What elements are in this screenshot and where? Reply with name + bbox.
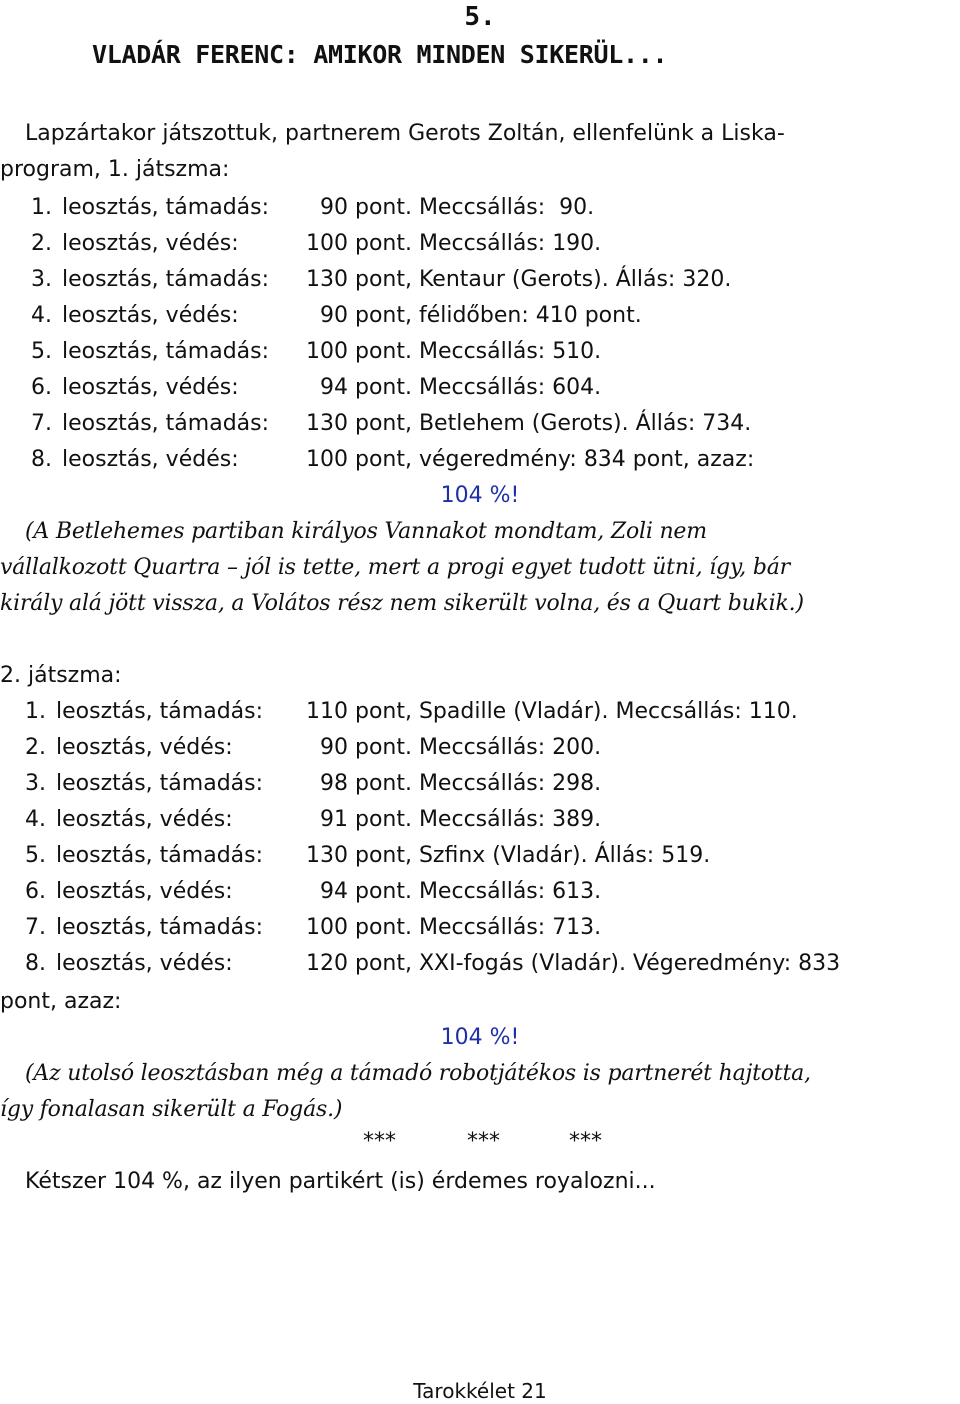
game2-note-line-2: így fonalasan sikerült a Fogás.) [0, 1097, 343, 1122]
deal-number: 1. [25, 699, 46, 724]
deal-number: 5. [25, 843, 46, 868]
deal-value: 94 pont. Meccsállás: 613. [306, 879, 602, 904]
deal-value: 100 pont. Meccsállás: 190. [306, 231, 602, 256]
deal-value: 98 pont. Meccsállás: 298. [306, 771, 602, 796]
deal-number: 6. [31, 375, 52, 400]
deal-label: leosztás, védés: [56, 879, 233, 904]
deal-value: 130 pont, Betlehem (Gerots). Állás: 734. [306, 411, 752, 436]
deal-number: 4. [31, 303, 52, 328]
deal-number: 7. [31, 411, 52, 436]
game1-result: 104 %! [440, 483, 520, 508]
deal-number: 8. [31, 447, 52, 472]
deal-value: 130 pont, Szfinx (Vladár). Állás: 519. [306, 843, 711, 868]
deal-number: 4. [25, 807, 46, 832]
closing-text: Kétszer 104 %, az ilyen partikért (is) érdemes royalozni... [25, 1169, 656, 1194]
game2-result: 104 %! [440, 1025, 520, 1050]
game2-note-line-1: (Az utolsó leosztásban még a támadó robotjátékos is partnerét hajtotta, [25, 1061, 811, 1086]
deal-label: leosztás, védés: [62, 231, 239, 256]
deal-label: leosztás, védés: [56, 735, 233, 760]
deal-number: 3. [25, 771, 46, 796]
deal-number: 5. [31, 339, 52, 364]
deal-value: 94 pont. Meccsállás: 604. [306, 375, 602, 400]
deal-value: 130 pont, Kentaur (Gerots). Állás: 320. [306, 267, 732, 292]
intro-text: Lapzártakor játszottuk, partnerem Gerots Zoltán, ellenfelünk a Liska- [25, 121, 785, 146]
deal-label: leosztás, támadás: [62, 339, 270, 364]
deal-label: leosztás, védés: [62, 303, 239, 328]
deal-number: 8. [25, 951, 46, 976]
game2-tail: pont, azaz: [0, 989, 122, 1014]
deal-value: 120 pont, XXI-fogás (Vladár). Végeredmény: 833 [306, 951, 841, 976]
deal-number: 7. [25, 915, 46, 940]
deal-value: 100 pont. Meccsállás: 713. [306, 915, 602, 940]
deal-number: 1. [31, 195, 52, 220]
deal-label: leosztás, támadás: [62, 411, 270, 436]
section-number: 5. [464, 2, 496, 32]
deal-value: 90 pont. Meccsállás: 200. [306, 735, 602, 760]
deal-label: leosztás, támadás: [62, 267, 270, 292]
separator-star-group: *** [467, 1129, 500, 1154]
deal-label: leosztás, támadás: [56, 915, 264, 940]
page-footer: Tarokkélet 21 [413, 1379, 547, 1403]
deal-label: leosztás, védés: [56, 807, 233, 832]
separator-star-group: *** [363, 1129, 396, 1154]
deal-label: leosztás, támadás: [62, 195, 270, 220]
deal-number: 2. [31, 231, 52, 256]
article-title: VLADÁR FERENC: AMIKOR MINDEN SIKERÜL... [92, 40, 668, 69]
deal-label: leosztás, védés: [62, 447, 239, 472]
intro-text-continued: program, 1. játszma: [0, 157, 230, 182]
deal-label: leosztás, védés: [56, 951, 233, 976]
deal-value: 90 pont, félidőben: 410 pont. [306, 303, 642, 328]
separator-star-group: *** [569, 1129, 602, 1154]
deal-value: 100 pont. Meccsállás: 510. [306, 339, 602, 364]
deal-number: 3. [31, 267, 52, 292]
deal-label: leosztás, támadás: [56, 771, 264, 796]
deal-label: leosztás, támadás: [56, 699, 264, 724]
deal-number: 2. [25, 735, 46, 760]
deal-value: 100 pont, végeredmény: 834 pont, azaz: [306, 447, 755, 472]
deal-value: 90 pont. Meccsállás: 90. [306, 195, 595, 220]
deal-value: 110 pont, Spadille (Vladár). Meccsállás: 110. [306, 699, 798, 724]
game1-note-line-1: (A Betlehemes partiban királyos Vannakot mondtam, Zoli nem [25, 519, 707, 544]
deal-label: leosztás, támadás: [56, 843, 264, 868]
game1-note-line-2: vállalkozott Quartra – jól is tette, mert a progi egyet tudott ütni, így, bár [0, 555, 790, 580]
game2-header: 2. játszma: [0, 663, 122, 688]
game1-note-line-3: király alá jött vissza, a Volátos rész nem sikerült volna, és a Quart bukik.) [0, 591, 804, 616]
deal-number: 6. [25, 879, 46, 904]
deal-value: 91 pont. Meccsállás: 389. [306, 807, 602, 832]
deal-label: leosztás, védés: [62, 375, 239, 400]
